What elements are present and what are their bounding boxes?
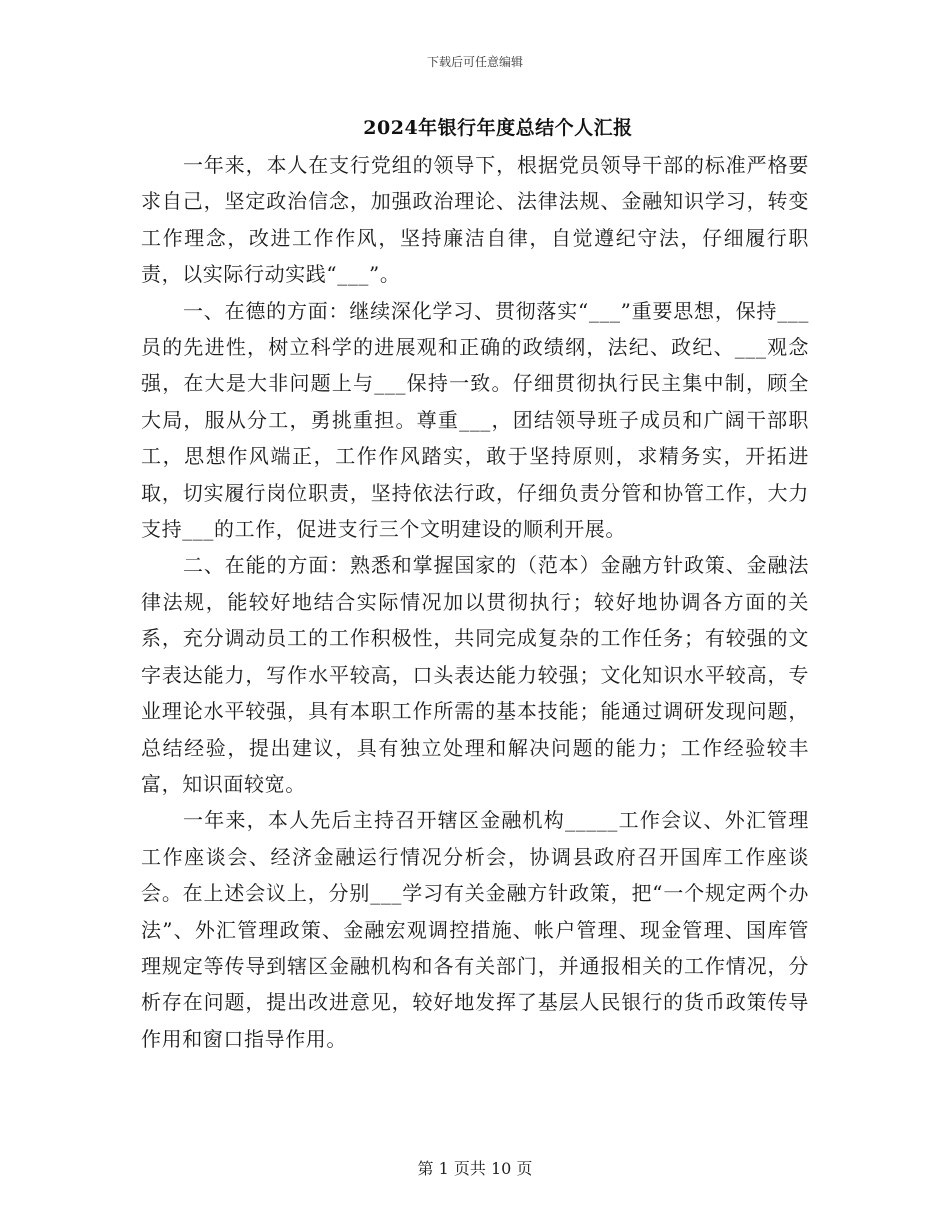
paragraph-intro: 一年来，本人在支行党组的领导下，根据党员领导干部的标准严格要求自己，坚定政治信念，加强政治理论、法律法规、金融知识学习，转变工作理念，改进工作作风，坚持廉洁自律，自觉遵纪守法，仔细履行职责，以实际行动实践“___”。 — [141, 153, 809, 287]
paragraph-meetings: 一年来，本人先后主持召开辖区金融机构_____工作会议、外汇管理工作座谈会、经济金融运行情况分析会，协调县政府召开国库工作座谈会。在上述会议上，分别___学习有关金融方针政策，把“一个规定两个办法”、外汇管理政策、金融宏观调控措施、帐户管理、现金管理、国库管理规定等传导到辖区金融机构和各有关部门，并通报相关的工作情况，分析存在问题，提出改进意见，较好地发挥了基层人民银行的货币政策传导作用和窗口指导作用。 — [141, 808, 809, 1051]
paragraph-morality: 一、在德的方面：继续深化学习、贯彻落实“___”重要思想，保持___员的先进性，树立科学的进展观和正确的政绩纲，法纪、政纪、___观念强，在大是大非问题上与___保持一致。仔细贯彻执行民主集中制，顾全大局，服从分工，勇挑重担。尊重___，团结领导班子成员和广阔干部职工，思想作风端正，工作作风踏实，敢于坚持原则，求精务实，开拓进取，切实履行岗位职责，坚持依法行政，仔细负责分管和协管工作，大力支持___的工作，促进支行三个文明建设的顺利开展。 — [141, 298, 809, 542]
header-note: 下载后可任意编辑 — [426, 55, 523, 69]
paragraph-ability: 二、在能的方面：熟悉和掌握国家的（范本）金融方针政策、金融法律法规，能较好地结合实际情况加以贯彻执行；较好地协调各方面的关系，充分调动员工的工作积极性，共同完成复杂的工作任务；有较强的文字表达能力，写作水平较高，口头表达能力较强；文化知识水平较高，专业理论水平较强，具有本职工作所需的基本技能；能通过调研发现问题，总结经验，提出建议，具有独立处理和解决问题的能力；工作经验较丰富，知识面较宽。 — [141, 553, 809, 796]
page-footer: 第 1 页共 10 页 — [417, 1159, 533, 1178]
document-body — [141, 147, 809, 1057]
document-title: 2024年银行年度总结个人汇报 — [363, 117, 633, 139]
